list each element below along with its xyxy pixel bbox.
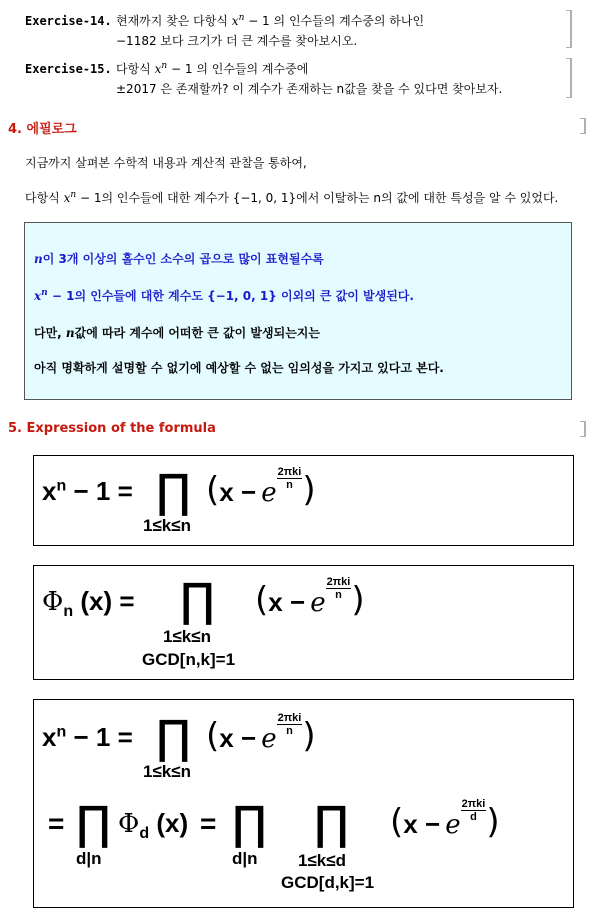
product-symbol: ∏ [232,796,267,850]
x-minus: x − [219,723,257,753]
exponent-fraction [461,798,487,823]
lhs-x: x [42,722,57,752]
section-4-title: 4. 에필로그 [8,122,77,137]
exercise-15-text [116,60,308,77]
para2-pre: 다항식 [25,191,60,205]
formula-1-lhs [42,476,133,507]
poly-x: x [34,289,42,303]
close-paren: ) [302,470,316,510]
poly-n: n [70,190,77,200]
formula-3-factor [206,712,316,756]
frac-num: 2πki [277,466,302,478]
formula-1-factor [206,466,316,510]
frac-den: n [286,725,293,737]
exercise-14-line1-post: 의 인수들의 계수중의 하나인 [273,14,425,28]
phi-arg-x: (x) [80,586,113,616]
exercise-15-line1-post: 의 인수들의 계수중에 [196,62,309,76]
highlight-line2-text: 의 인수들에 대한 계수도 {−1, 0, 1} 이외의 큰 값이 발생된다. [74,289,414,303]
close-paren: ) [302,716,316,756]
euler-e: e [445,810,461,840]
formula-2-factor [255,576,365,620]
phi-symbol: Φ [42,587,64,617]
d-divides-n: d|n [76,849,102,868]
formula-3-equals: = [48,808,65,839]
equals: = [119,586,135,616]
exercise-15-line1-pre: 다항식 [116,62,151,76]
range-k-n: 1≤k≤n [143,516,191,535]
highlight-line1 [34,250,324,267]
euler-e: e [310,588,326,618]
poly-rest: − 1 [47,289,75,303]
frac-den: n [335,589,342,601]
cell-bracket[interactable] [580,421,586,437]
d-divides-n: d|n [232,849,258,868]
gcd-d-k: GCD[d,k]=1 [281,873,375,892]
minus-one-equals: − 1 = [66,476,133,506]
highlight-line3 [34,324,320,341]
range-k-n: 1≤k≤n [143,762,191,781]
frac-num: 2πki [277,712,302,724]
frac-num: 2πki [461,798,486,810]
close-paren: ) [486,802,500,842]
product-symbol: ∏ [156,464,191,518]
product-symbol: ∏ [156,710,191,764]
cell-bracket[interactable] [566,10,572,48]
gcd-n-k: GCD[n,k]=1 [142,650,236,669]
range-k-n: 1≤k≤n [163,627,211,646]
lhs-exp-n: n [56,723,67,741]
formula-3-lhs [42,722,133,753]
exercise-15-line2: ±2017 은 존재할까? 이 계수가 존재하는 n값을 찾을 수 있다면 찾아보자. [116,82,503,96]
x-minus: x − [219,477,257,507]
phi-d-term [118,808,188,843]
product-symbol: ∏ [314,796,349,850]
close-paren: ) [351,580,365,620]
highlight-line2 [34,287,414,304]
formula-3-equals-2: = [200,808,217,839]
phi-sub-n: n [63,603,74,621]
section-5-title: 5. Expression of the formula [8,421,216,436]
product-symbol: ∏ [76,796,111,850]
phi-sub-d: d [139,825,150,843]
poly-n: n [161,61,168,71]
exercise-14-text [116,12,424,29]
highlight-line1-text: 이 3개 이상의 홀수인 소수의 곱으로 많이 표현될수록 [42,252,324,266]
exercise-14-line1-pre: 현재까지 찾은 다항식 [116,14,228,28]
frac-den: d [470,811,477,823]
minus-one-equals: − 1 = [66,722,133,752]
var-n: n [34,252,43,266]
poly-rest: − 1 [167,62,193,76]
exponent-fraction [277,712,303,737]
highlight-line4: 아직 명확하게 설명할 수 없기에 예상할 수 없는 임의성을 가지고 있다고 본다. [34,361,444,375]
formula-3-factor-2 [390,798,500,842]
exponent-fraction [277,466,303,491]
section-4-para1: 지금까지 살펴본 수학적 내용과 계산적 관찰을 통하여, [25,156,307,170]
exercise-14-label: Exercise-14. [25,14,112,28]
exercise-15-label: Exercise-15. [25,62,112,76]
frac-den: n [286,479,293,491]
euler-e: e [261,478,277,508]
phi-symbol: Φ [118,809,140,839]
range-k-d: 1≤k≤d [298,851,346,870]
lhs-exp-n: n [56,477,67,495]
exponent-fraction [326,576,352,601]
poly-n: n [238,13,245,23]
phi-arg-x: (x) [156,808,189,838]
var-n: n [65,326,75,340]
lhs-x: x [42,476,57,506]
open-paren: ( [206,470,220,510]
poly-x: x [154,62,162,76]
para2-post: 의 인수들에 대한 계수가 {−1, 0, 1}에서 이탈하는 n의 값에 대한 특성을 알 수 있었다. [101,191,559,205]
highlight-line3-post: 값에 따라 계수에 어떠한 큰 값이 발생되는지는 [74,326,320,340]
x-minus: x − [403,809,441,839]
highlight-line3-pre: 다만, [34,326,66,340]
poly-x: x [231,14,239,28]
poly-rest: − 1 [76,191,102,205]
poly-rest: − 1 [244,14,270,28]
open-paren: ( [255,580,269,620]
exercise-14-line2: −1182 보다 크기가 더 큰 계수를 찾아보시오. [116,34,358,48]
open-paren: ( [206,716,220,756]
poly-x: x [63,191,71,205]
product-symbol: ∏ [180,573,215,627]
cell-bracket[interactable] [566,58,572,98]
poly-n: n [41,288,48,298]
formula-2-lhs [42,586,135,621]
cell-bracket[interactable] [580,118,586,134]
open-paren: ( [390,802,404,842]
x-minus: x − [268,587,306,617]
frac-num: 2πki [326,576,351,588]
section-4-para2 [25,189,558,206]
euler-e: e [261,724,277,754]
